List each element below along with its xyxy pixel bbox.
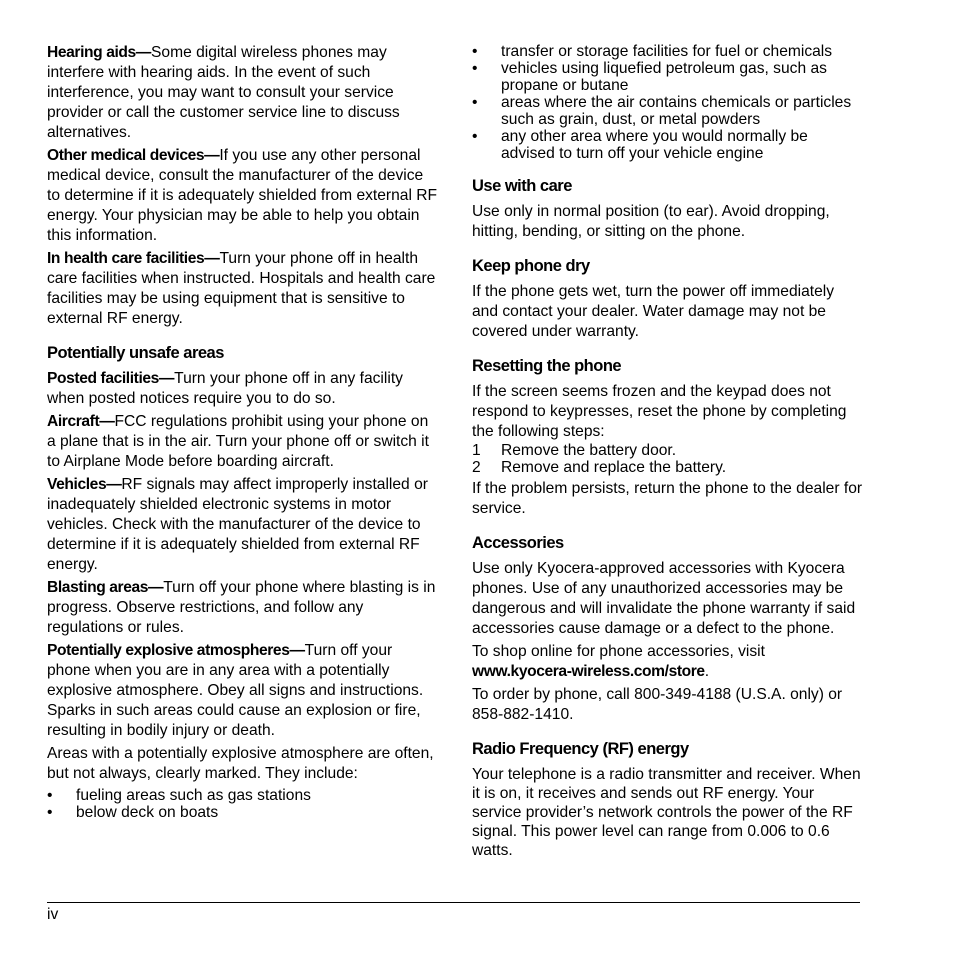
vehicles-lead: Vehicles— [47,476,122,493]
vehicles-text: RF signals may affect improperly installed or inadequately shielded electronic systems in motor vehicles. Check with the manufacturer of the device to determine if it is adequately shielded from external RF energy. [47,476,428,573]
use-with-care-heading: Use with care [472,177,572,195]
resetting-heading: Resetting the phone [472,357,622,375]
aircraft-lead: Aircraft— [47,413,115,430]
page-number: iv [47,906,59,923]
left-column [47,43,439,824]
hearing-aids-text: Some digital wireless phones may interfere with hearing aids. In the event of such interference, you may want to consult your service provider or call the customer service line to discuss alternatives. [47,44,400,141]
shop-online-end: . [704,663,710,680]
list-item: • transfer or storage facilities for fuel or chemicals [472,43,864,60]
rf-energy-heading: Radio Frequency (RF) energy [472,740,689,758]
list-item: • fueling areas such as gas stations [47,787,439,804]
blasting-text: Turn off your phone where blasting is in progress. Observe restrictions, and follow any regulations or rules. [47,579,436,636]
posted-paragraph [47,369,439,409]
list-item: • any other area where you would normally be advised to turn off your vehicle engine [472,128,864,162]
health-care-lead: In health care facilities— [47,250,220,267]
step-text: Remove and replace the battery. [501,459,727,476]
aircraft-text: FCC regulations prohibit using your phone on a plane that is in the air. Turn your phone off or switch it to Airplane Mode before boarding aircraft. [47,413,429,470]
list-item: • below deck on boats [47,804,439,821]
health-care-paragraph [47,249,439,329]
vehicles-paragraph [47,475,439,575]
resetting-outro: If the problem persists, return the phone to the dealer for service. [472,480,863,517]
accessories-heading: Accessories [472,534,564,552]
blasting-paragraph [47,578,439,638]
explosive-paragraph [47,641,439,741]
order-by-phone-text: To order by phone, call 800-349-4188 (U.S.A. only) or 858-882-1410. [472,686,843,723]
areas-intro-paragraph: Areas with a potentially explosive atmosphere are often, but not always, clearly marked. They include: [47,745,434,782]
keep-dry-heading: Keep phone dry [472,257,590,275]
posted-text: Turn your phone off in any facility when posted notices require you to do so. [47,370,403,407]
reset-steps-list [472,442,864,476]
step-number: 2 [472,459,481,476]
step-text: Remove the battery door. [501,442,677,459]
explosive-areas-list [47,787,439,821]
shop-online-paragraph [472,642,864,682]
health-care-text: Turn your phone off in health care facilities when instructed. Hospitals and health care facilities may be using equipment that is sensitive to external RF energy. [47,250,436,327]
step-number: 1 [472,442,481,459]
aircraft-paragraph [47,412,439,472]
keep-dry-text: If the phone gets wet, turn the power off immediately and contact your dealer. Water damage may not be covered under warranty. [472,283,835,340]
hearing-aids-paragraph [47,43,439,143]
other-medical-text: If you use any other personal medical device, consult the manufacturer of the device to determine if it is adequately shielded from external RF energy. Your physician may be able to help you obtain this information. [47,147,438,244]
store-link[interactable]: www.kyocera-wireless.com/store [472,663,705,680]
footer-divider [47,902,860,903]
unsafe-areas-heading: Potentially unsafe areas [47,344,224,362]
explosive-text: Turn off your phone when you are in any area with a potentially explosive atmosphere. Obey all signs and instructions. Sparks in such areas could cause an explosion or fire, resulting in bodily injury or death. [47,642,424,739]
blasting-lead: Blasting areas— [47,579,164,596]
list-item [472,459,864,476]
explosive-areas-list-continued [472,43,864,162]
rf-energy-text: Your telephone is a radio transmitter and receiver. When it is on, it receives and sends out RF energy. Your service provider’s network controls the power of the RF signal. This power level can range from 0.006 to 0.6 watts. [472,766,861,859]
list-item [472,442,864,459]
resetting-intro: If the screen seems frozen and the keypad does not respond to keypresses, reset the phone by completing the following steps: [472,383,847,440]
shop-online-text: To shop online for phone accessories, visit [472,643,765,660]
other-medical-lead: Other medical devices— [47,147,220,164]
hearing-aids-lead: Hearing aids— [47,44,151,61]
posted-lead: Posted facilities— [47,370,175,387]
list-item: • vehicles using liquefied petroleum gas, such as propane or butane [472,60,864,94]
right-column [472,43,864,863]
other-medical-paragraph [47,146,439,246]
list-item: • areas where the air contains chemicals or particles such as grain, dust, or metal powders [472,94,864,128]
use-with-care-text: Use only in normal position (to ear). Avoid dropping, hitting, bending, or sitting on the phone. [472,203,830,240]
accessories-text: Use only Kyocera-approved accessories with Kyocera phones. Use of any unauthorized accessories may be dangerous and will invalidate the phone warranty if said accessories cause damage or a defect to the phone. [472,560,856,637]
explosive-lead: Potentially explosive atmospheres— [47,642,305,659]
